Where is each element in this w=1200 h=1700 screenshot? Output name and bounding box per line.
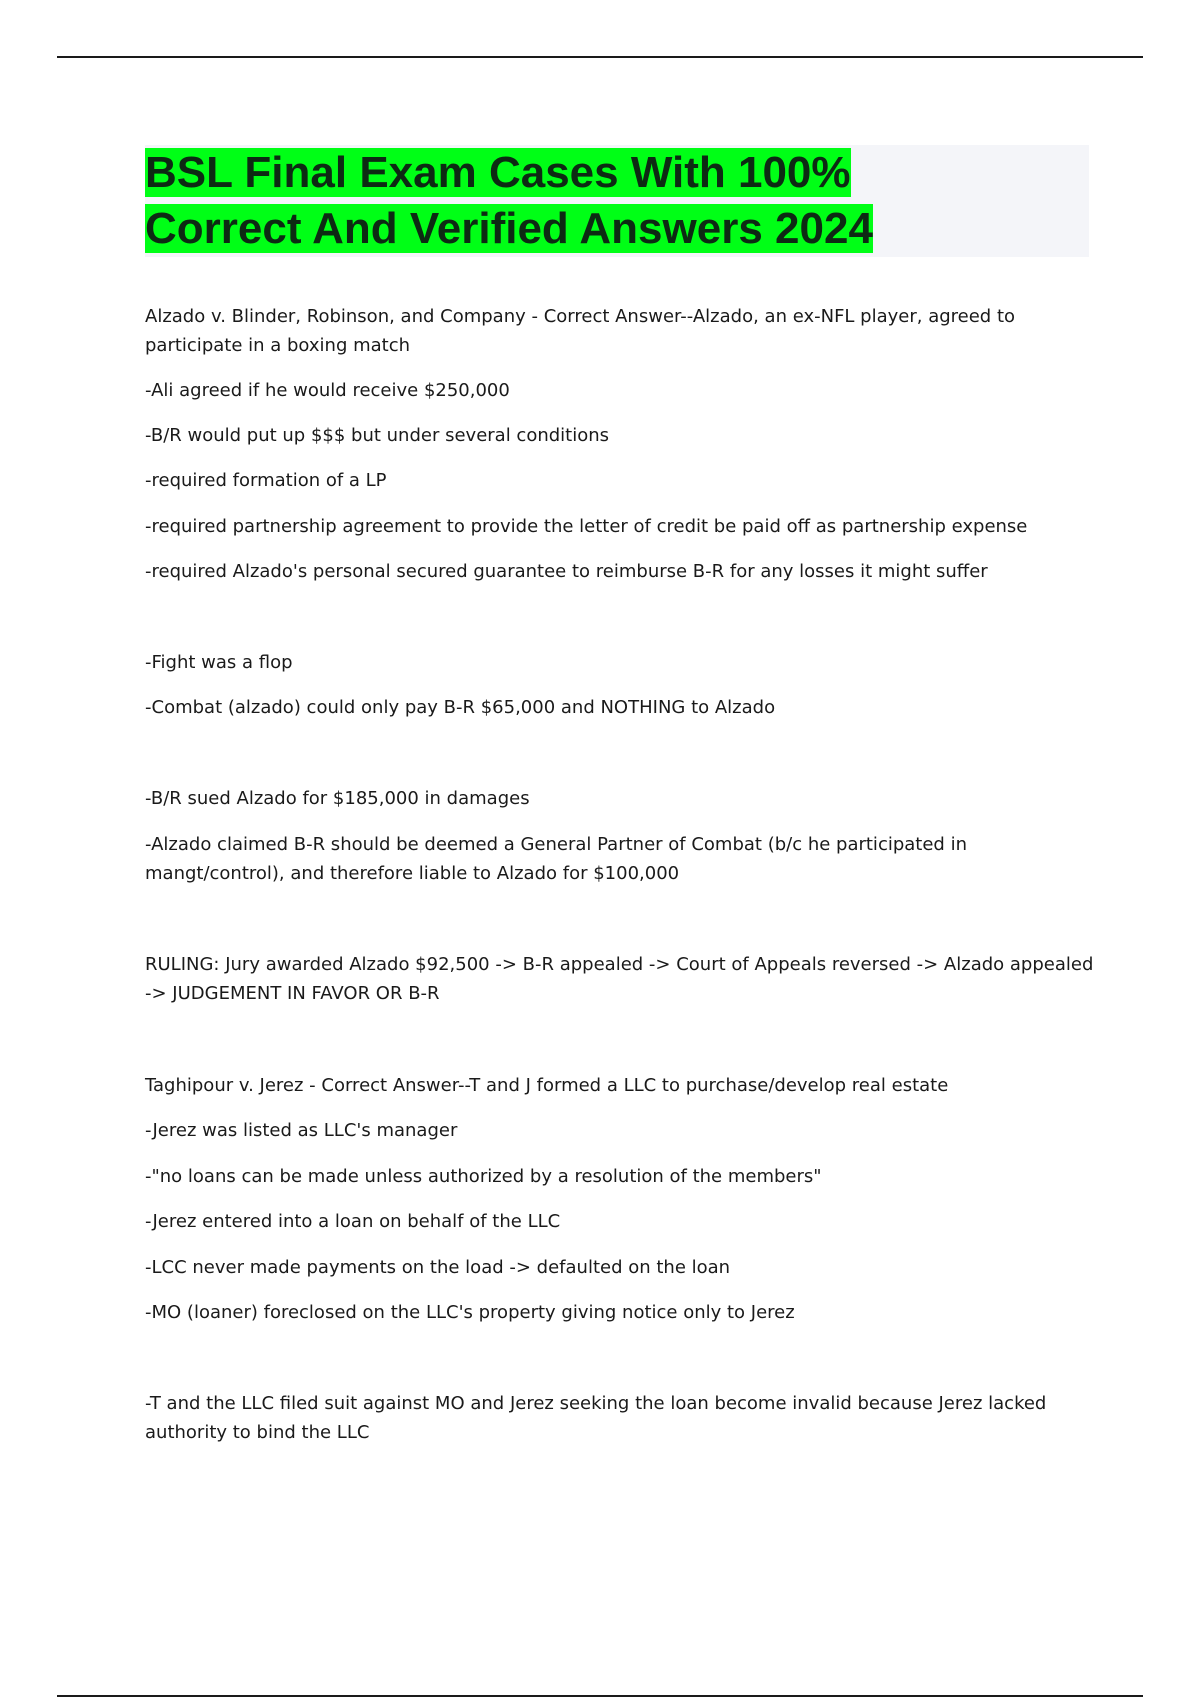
page-header-rule <box>57 56 1143 58</box>
ruling-line: RULING: Jury awarded Alzado $92,500 -> B-R appealed -> Court of Appeals reversed -> Alzado appealed -> JUDGEMENT IN FAVOR OR B-R <box>145 954 1094 1004</box>
body-line: -LCC never made payments on the load -> defaulted on the loan <box>145 1257 731 1278</box>
body-line: -T and the LLC filed suit against MO and Jerez seeking the loan become invalid because Jerez lacked authority to bind the LLC <box>145 1393 1047 1443</box>
document-title-text: BSL Final Exam Cases With 100% Correct And Verified Answers 2024 <box>145 148 873 253</box>
body-line: -Ali agreed if he would receive $250,000 <box>145 380 510 401</box>
body-line: -Alzado claimed B-R should be deemed a General Partner of Combat (b/c he participated in mangt/control), and therefore liable to Alzado for $100,000 <box>145 834 967 884</box>
body-line: -Jerez entered into a loan on behalf of the LLC <box>145 1211 561 1232</box>
body-line: -required partnership agreement to provide the letter of credit be paid off as partnership expense <box>145 516 1028 537</box>
case-alzado-heading: Alzado v. Blinder, Robinson, and Company - Correct Answer--Alzado, an ex-NFL player, agreed to participate in a boxing match <box>145 306 1016 356</box>
body-line: -Fight was a flop <box>145 652 293 673</box>
body-line: -"no loans can be made unless authorized by a resolution of the members" <box>145 1166 822 1187</box>
body-line: -B/R would put up $$$ but under several conditions <box>145 425 610 446</box>
document-title <box>145 145 965 257</box>
body-line: -MO (loaner) foreclosed on the LLC's property giving notice only to Jerez <box>145 1302 795 1323</box>
body-line: -required formation of a LP <box>145 470 387 491</box>
page-footer-rule <box>57 1695 1143 1697</box>
body-line: -Combat (alzado) could only pay B-R $65,000 and NOTHING to Alzado <box>145 697 776 718</box>
body-line: -Jerez was listed as LLC's manager <box>145 1120 458 1141</box>
body-line: -B/R sued Alzado for $185,000 in damages <box>145 788 530 809</box>
title-block <box>145 145 1089 257</box>
body-line: -required Alzado's personal secured guarantee to reimburse B-R for any losses it might suffer <box>145 561 988 582</box>
case-taghipour-heading: Taghipour v. Jerez - Correct Answer--T and J formed a LLC to purchase/develop real estate <box>145 1075 949 1096</box>
